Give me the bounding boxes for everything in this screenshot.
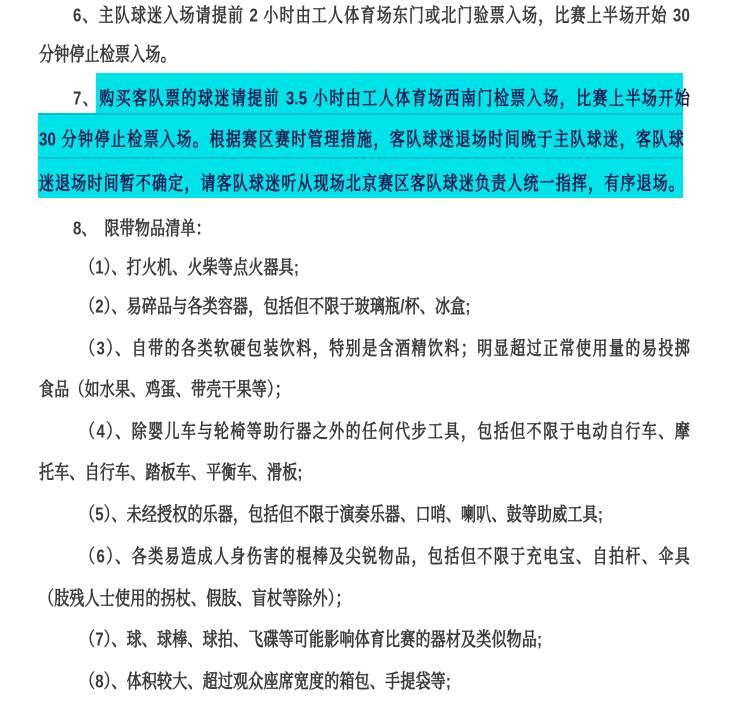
text-run: 8、 限带物品清单： <box>73 218 211 240</box>
document-line <box>80 420 690 445</box>
text-run: （4）、除婴儿车与轮椅等助行器之外的任何代步工具，包括但不限于电动自行车、摩 <box>80 421 690 443</box>
document-line <box>39 461 303 486</box>
text-run: 6、主队球迷入场请提前 2 小时由工人体育场东门或北门验票入场，比赛上半场开始 30 <box>73 5 690 27</box>
document-line <box>80 628 542 653</box>
text-run: 托车、自行车、踏板车、平衡车、滑板; <box>39 462 303 484</box>
highlighted-text-run: 迷退场时间暂不确定，请客队球迷听从现场北京赛区客队球迷负责人统一指挥，有序退场。 <box>39 173 684 195</box>
document-line <box>80 670 451 695</box>
text-run: （6）、各类易造成人身伤害的棍棒及尖锐物品，包括但不限于充电宝、自拍杆、伞具 <box>80 546 690 568</box>
document-line <box>39 172 684 197</box>
text-run: （1）、打火机、火柴等点火器具; <box>80 257 300 279</box>
document-line <box>39 128 684 153</box>
text-run: （5）、未经授权的乐器，包括但不限于演奏乐器、口哨、喇叭、鼓等助威工具; <box>80 504 604 526</box>
text-run: 7、 <box>73 88 100 110</box>
highlighted-text-run: 30 分钟停止检票入场。根据赛区赛时管理措施，客队球迷退场时间晚于主队球迷，客队球 <box>39 129 684 151</box>
document-line <box>39 43 176 68</box>
document-line <box>80 256 299 281</box>
text-run: （7）、球、球棒、球拍、飞碟等可能影响体育比赛的器材及类似物品; <box>80 629 543 651</box>
highlighted-text-run: 购买客队票的球迷请提前 3.5 小时由工人体育场西南门检票入场，比赛上半场开始 <box>99 88 690 110</box>
text-run: 分钟停止检票入场。 <box>39 44 176 66</box>
text-run: （肢残人士使用的拐杖、假肢、盲杖等除外）； <box>39 588 351 610</box>
document-line <box>80 295 471 320</box>
document-line <box>73 217 211 242</box>
document-line <box>73 87 690 112</box>
document-line <box>39 378 290 403</box>
document-line <box>80 337 690 362</box>
text-run: （3）、自带的各类软硬包装饮料，特别是含酒精饮料；明显超过正常使用量的易投掷 <box>80 338 690 360</box>
document-line <box>39 587 351 612</box>
document-line <box>80 503 603 528</box>
text-run: 食品（如水果、鸡蛋、带壳干果等）； <box>39 379 290 401</box>
document-line <box>80 545 690 570</box>
text-run: （2）、易碎品与各类容器，包括但不限于玻璃瓶/杯、冰盒; <box>80 296 471 318</box>
text-run: （8）、体积较大、超过观众座席宽度的箱包、手提袋等; <box>80 671 452 693</box>
document-line <box>73 4 690 29</box>
